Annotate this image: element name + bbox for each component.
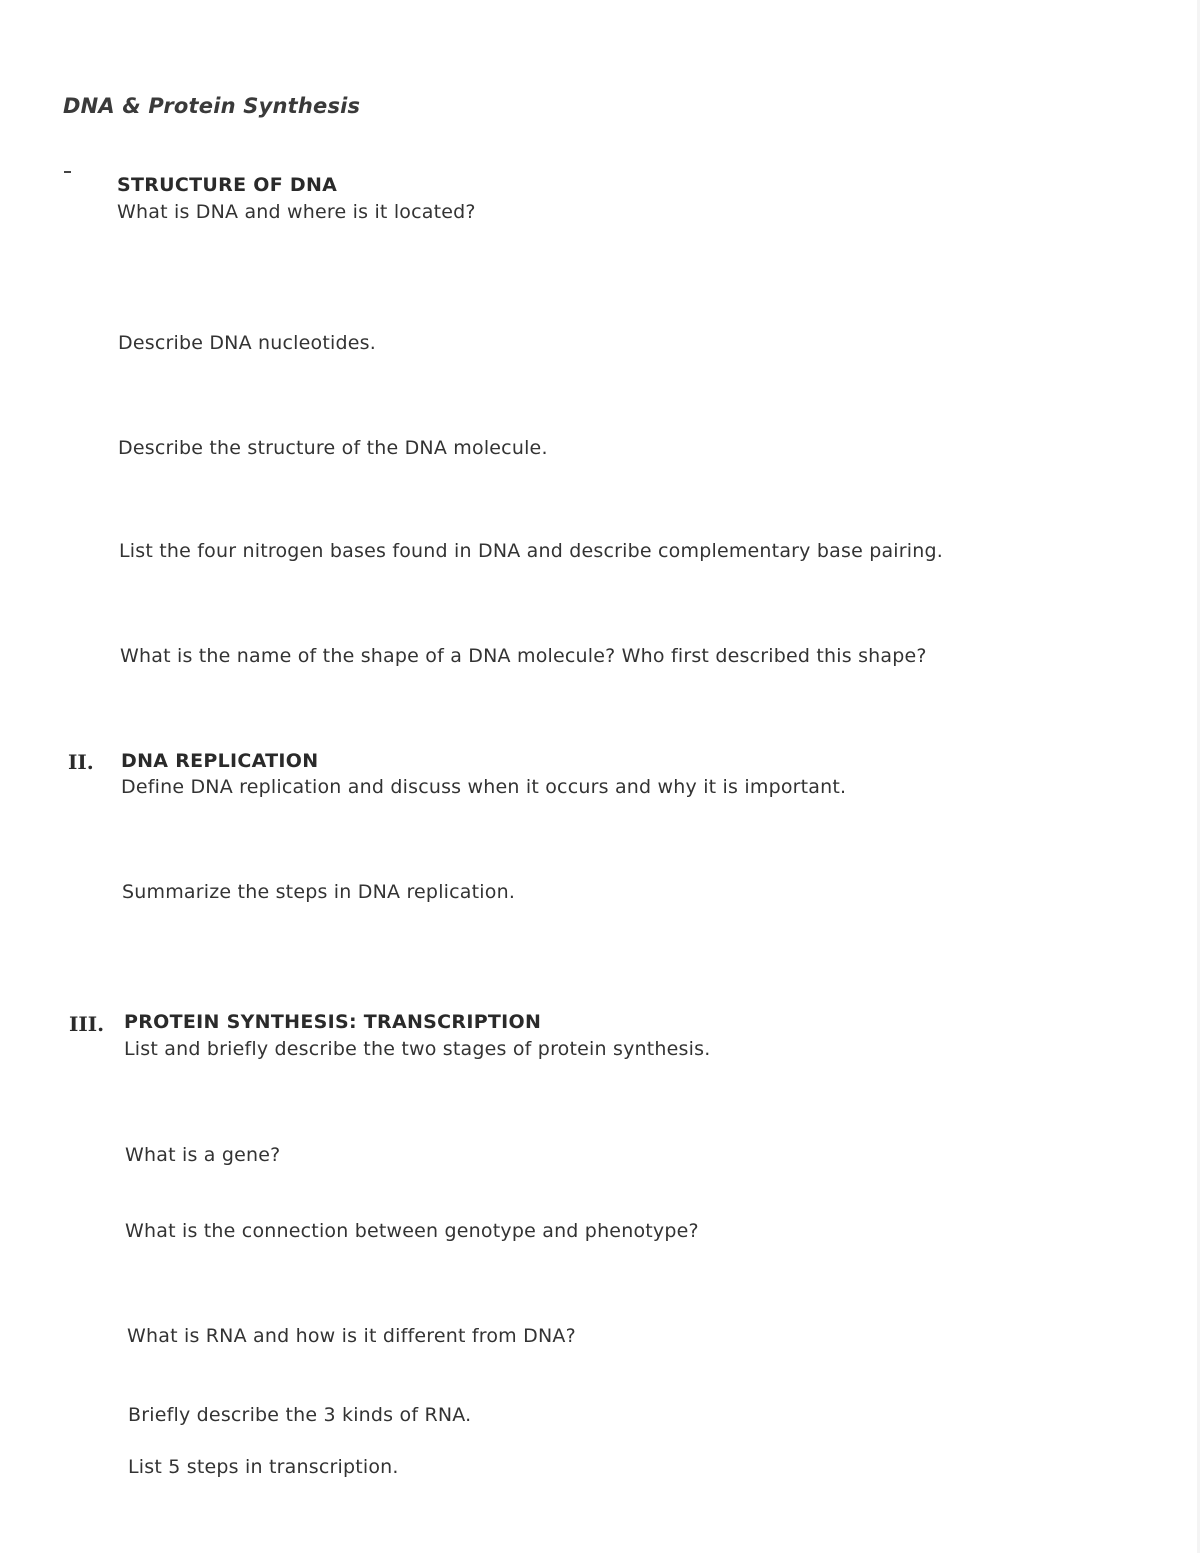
section-1-heading: STRUCTURE OF DNA — [117, 174, 338, 196]
section-2-numeral: II. — [68, 750, 94, 774]
question-what-is-gene: What is a gene? — [125, 1144, 281, 1166]
question-genotype-phenotype: What is the connection between genotype and phenotype? — [125, 1220, 699, 1242]
question-transcription-steps: List 5 steps in transcription. — [128, 1456, 399, 1478]
section-2-heading: DNA REPLICATION — [121, 750, 319, 772]
question-protein-synthesis-stages: List and briefly describe the two stages of protein synthesis. — [124, 1038, 711, 1060]
section-3-numeral: III. — [69, 1012, 105, 1036]
section-1-marker — [64, 171, 71, 173]
question-replication-steps: Summarize the steps in DNA replication. — [122, 881, 516, 903]
question-dna-shape: What is the name of the shape of a DNA molecule? Who first described this shape? — [120, 645, 927, 667]
question-nitrogen-bases: List the four nitrogen bases found in DNA and describe complementary base pairing. — [119, 540, 944, 562]
question-dna-nucleotides: Describe DNA nucleotides. — [118, 332, 376, 354]
page-title: DNA & Protein Synthesis — [63, 94, 361, 118]
question-kinds-of-rna: Briefly describe the 3 kinds of RNA. — [128, 1404, 472, 1426]
question-rna-vs-dna: What is RNA and how is it different from DNA? — [127, 1325, 576, 1347]
section-3-heading: PROTEIN SYNTHESIS: TRANSCRIPTION — [124, 1011, 542, 1033]
question-dna-structure: Describe the structure of the DNA molecule. — [118, 437, 548, 459]
question-define-replication: Define DNA replication and discuss when it occurs and why it is important. — [121, 776, 847, 798]
question-dna-location: What is DNA and where is it located? — [117, 201, 476, 223]
